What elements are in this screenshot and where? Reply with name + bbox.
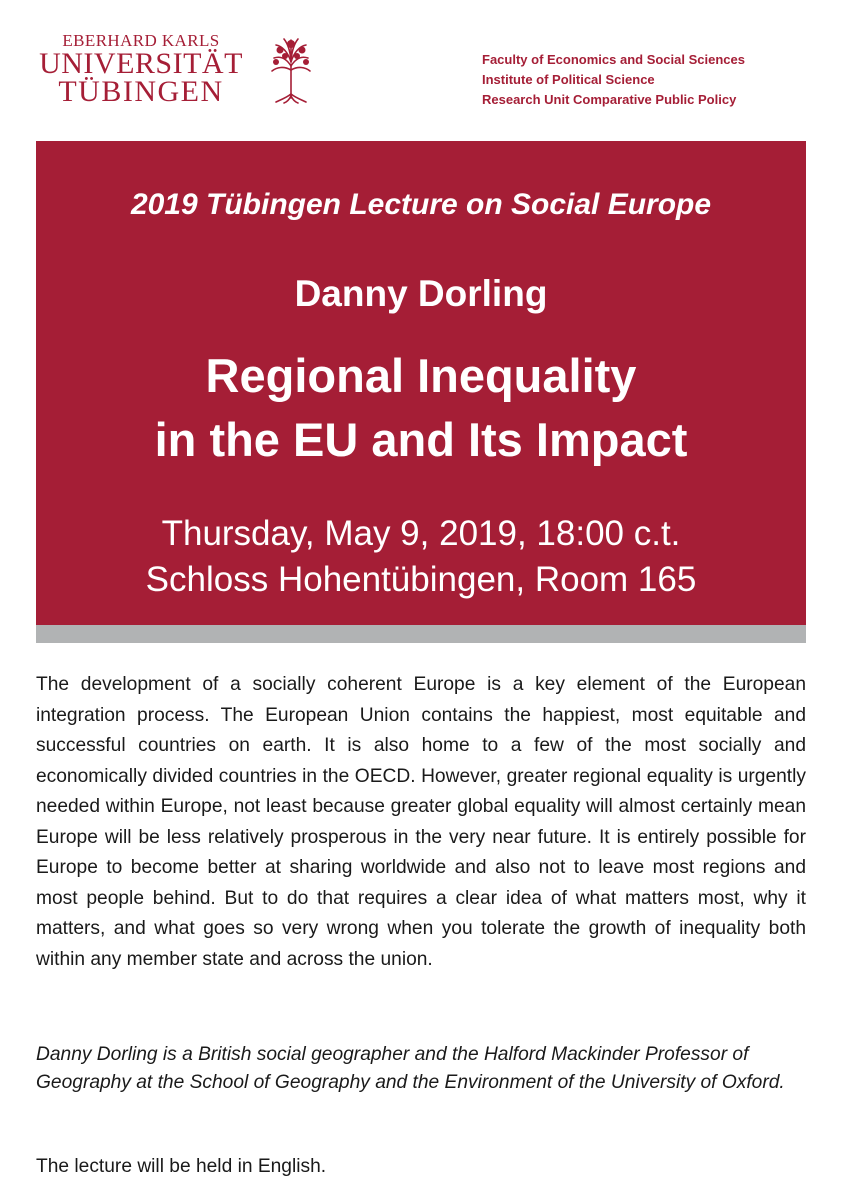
speaker-bio: Danny Dorling is a British social geographer and the Halford Mackinder Professor of Geography at the School of Geography and the Environment of the University of Oxford. bbox=[36, 1044, 785, 1093]
lecture-title bbox=[36, 344, 806, 472]
lecture-title-line-1: Regional Inequality bbox=[205, 349, 637, 402]
palm-tree-emblem-icon bbox=[268, 36, 314, 104]
event-banner bbox=[36, 141, 806, 625]
event-date-time: Thursday, May 9, 2019, 18:00 c.t. bbox=[161, 514, 681, 553]
event-details bbox=[36, 511, 806, 603]
affiliation-block bbox=[482, 50, 745, 110]
language-note: The lecture will be held in English. bbox=[36, 1156, 327, 1177]
lecture-series-title: 2019 Tübingen Lecture on Social Europe bbox=[130, 188, 712, 221]
affiliation-institute: Institute of Political Science bbox=[482, 72, 655, 87]
lecture-title-line-2: in the EU and Its Impact bbox=[154, 413, 688, 466]
lecture-abstract: The development of a socially coherent Europe is a key element of the European integration process. The European Union contains the happiest, most equitable and successful countries on earth. It is also home to a few of the most socially and economically divided countries in the OECD. However, greater regional equality is urgently needed within Europe, not least because greater global equality will almost certainly mean Europe will be less relatively prosperous in the very near future. It is entirely possible for Europe to become better at sharing worldwide and also not to leave most regions and most people behind. But to do that requires a clear idea of what matters most, why it matters, and what goes so very wrong when you tolerate the growth of inequality both within any member state and across the union. bbox=[36, 674, 806, 970]
logo-line-eberhard-karls: EBERHARD KARLS bbox=[62, 31, 220, 50]
logo-line-universitaet: UNIVERSITÄT bbox=[39, 47, 243, 80]
speaker-name: Danny Dorling bbox=[294, 273, 548, 314]
affiliation-unit: Research Unit Comparative Public Policy bbox=[482, 92, 737, 107]
university-logo-text bbox=[36, 32, 246, 106]
banner-divider-bar bbox=[36, 625, 806, 643]
affiliation-faculty: Faculty of Economics and Social Sciences bbox=[482, 52, 745, 67]
event-location: Schloss Hohentübingen, Room 165 bbox=[145, 560, 697, 599]
logo-line-tuebingen: TÜBINGEN bbox=[58, 75, 224, 108]
